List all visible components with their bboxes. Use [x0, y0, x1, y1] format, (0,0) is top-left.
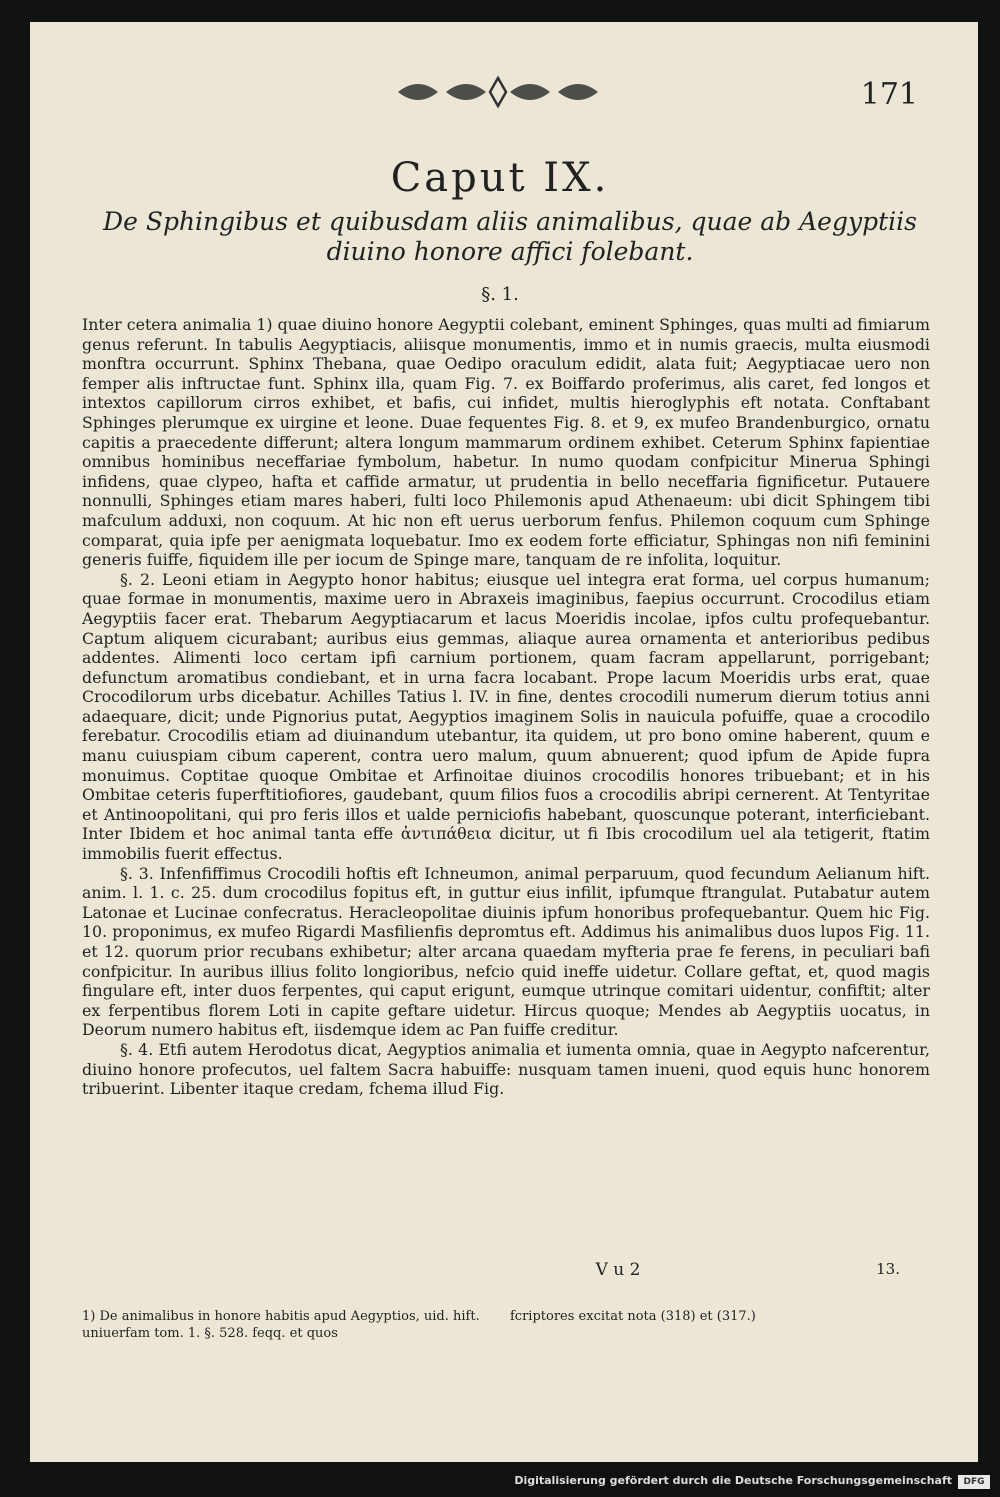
- paragraph-1: Inter cetera animalia 1) quae diuino honore Aegyptii colebant, eminent Sphinges, quas multi ad fimiarum genus referunt. In tabulis Aegyptiacis, aliisque monumentis, immo et in numis graecis, multa eiusmodi monftra occurrunt. Sphinx Thebana, quae Oedipo oraculum edidit, alata fuit; Aegyptiacae uero non femper alis inftructae funt. Sphinx illa, quam Fig. 7. ex Boiffardo proferimus, alis caret, fed longos et intextos capillorum cirros exhibet, et bafis, cui infidet, multis hieroglyphis eft notata. Conftabant Sphinges plerumque ex uirgine et leone. Duae fequentes Fig. 8. et 9, ex mufeo Brandenburgico, ornatu capitis a praecedente differunt; altera longum mammarum ordinem exhibet. Ceterum Sphinx fapientiae omnibus hominibus neceffariae fymbolum, habetur. In numo quodam confpicitur Minerua Sphingi infidens, quae clypeo, hafta et caffide armatur, ut prudentia in bello neceffaria fignificetur. Putauere nonnulli, Sphinges etiam mares haberi, fulti loco Philemonis apud Athenaeum: ubi dicit Sphingem tibi mafculum adduxi, non coquum. At hic non eft uerus uerborum fenfus. Philemon coquum cum Sphinge comparat, quia ipfe per aenigmata loquebatur. Imo ex eodem forte efficiatur, Sphingas non nifi feminini generis fuiffe, fiquidem ille per iocum de Spinge mare, tanquam de re infolita, loquitur.: [82, 315, 930, 570]
- dfg-logo: DFG: [958, 1475, 990, 1489]
- paragraph-3: §. 3. Infenfiffimus Crocodili hoftis eft Ichneumon, animal perparuum, quod fecundum Aelianum hift. anim. l. 1. c. 25. dum crocodilus fopitus eft, in guttur eius infilit, ipfumque ftrangulat. Putabatur autem Latonae et Lucinae confecratus. Heracleopolitae diuinis ipfum honoribus profequebantur. Quem hic Fig. 10. proponimus, ex mufeo Rigardi Masfilienfis depromtus eft. Addimus his animalibus duos lupos Fig. 11. et 12. quorum prior recubans exhibetur; alter arcana quaedam myfteria prae fe ferens, in peculiari bafi confpicitur. In auribus illius folito longioribus, nefcio quid ineffe uidetur. Collare geftat, et, quod magis fingulare eft, inter duos ferpentes, qui caput erigunt, eumque utrinque comitari uidentur, confiftit; alter ex ferpentibus florem Loti in capite geftare uidetur. Hircus quoque; Mendes ab Aegyptiis uocatus, in Deorum numero habitus eft, iisdemque idem ac Pan fuiffe creditur.: [82, 863, 930, 1040]
- digitization-credit: Digitalisierung gefördert durch die Deutsche Forschungsgemeinschaft: [514, 1474, 952, 1487]
- catchword: 13.: [876, 1260, 900, 1278]
- page-number: 171: [860, 77, 918, 112]
- chapter-subtitle: De Sphingibus et quibusdam aliis animalibus, quae ab Aegyptiis diuino honore affici folebant.: [103, 207, 917, 266]
- paragraph-2: §. 2. Leoni etiam in Aegypto honor habitus; eiusque uel integra erat forma, uel corpus humanum; quae formae in monumentis, maxime uero in Abraxeis imaginibus, faepius occurrunt. Crocodilus etiam Aegyptiis facer erat. Thebarum Aegyptiacarum et lacus Moeridis incolae, ipfos cultu profequebantur. Captum aliquem cicurabant; auribus eius gemmas, aliaque aurea ornamenta et anterioribus pedibus addentes. Alimenti loco certam ipfi carnium portionem, quam facram appellarunt, porrigebant; defunctum aromatibus condiebant, et in urna facra locabant. Prope lacum Moeridis urbs erat, quae Crocodilorum urbs dicebatur. Achilles Tatius l. IV. in fine, dentes crocodili numerum dierum totius anni adaequare, dicit; unde Pignorius putat, Aegyptios imaginem Solis in nauicula pofuiffe, quae a crocodilo ferebatur. Crocodilis etiam ad diuinandum utebantur, ita quidem, ut pro bono omine haberent, quum e manu cuiuspiam cibum caperent, contra uero malum, quum abnuerent; quod ipfum de Apide fupra monuimus. Coptitae quoque Ombitae et Arfinoitae diuinos crocodilis honores tribuebant; et in his Ombitae ceteris fuperftitiofiores, gaudebant, quum filios fuos a crocodilis abripi cernerent. At Tentyritae et Antinoopolitani, qui pro feris illos et ualde perniciofis habebant, quoscunque poterant, interficiebant. Inter Ibidem et hoc animal tanta effe ἀντιπάθεια dicitur, ut fi Ibis crocodilum uel ala tetigerit, ftatim immobilis fuerit effectus.: [82, 569, 930, 864]
- signature-mark: V u 2: [595, 1260, 641, 1280]
- section-mark: §. 1.: [481, 284, 519, 305]
- paragraph-4: §. 4. Etfi autem Herodotus dicat, Aegyptios animalia et iumenta omnia, quae in Aegypto nafcerentur, diuino honore profecutos, uel faltem Sacra habuiffe: nusquam tamen inueni, quod equis hunc honorem tribuerint. Libenter itaque credam, fchema illud Fig.: [82, 1039, 930, 1099]
- footnote-right: fcriptores excitat nota (318) et (317.): [510, 1309, 756, 1324]
- page-content: [70, 22, 970, 1462]
- footnote-left: 1) De animalibus in honore habitis apud Aegyptios, uid. hift. uniuerfam tom. 1. §. 528. feqq. et quos: [82, 1309, 480, 1341]
- body-text: [82, 315, 930, 1099]
- scanned-page: [30, 22, 978, 1462]
- header-ornament: [388, 72, 608, 112]
- chapter-title: Caput IX.: [390, 155, 610, 201]
